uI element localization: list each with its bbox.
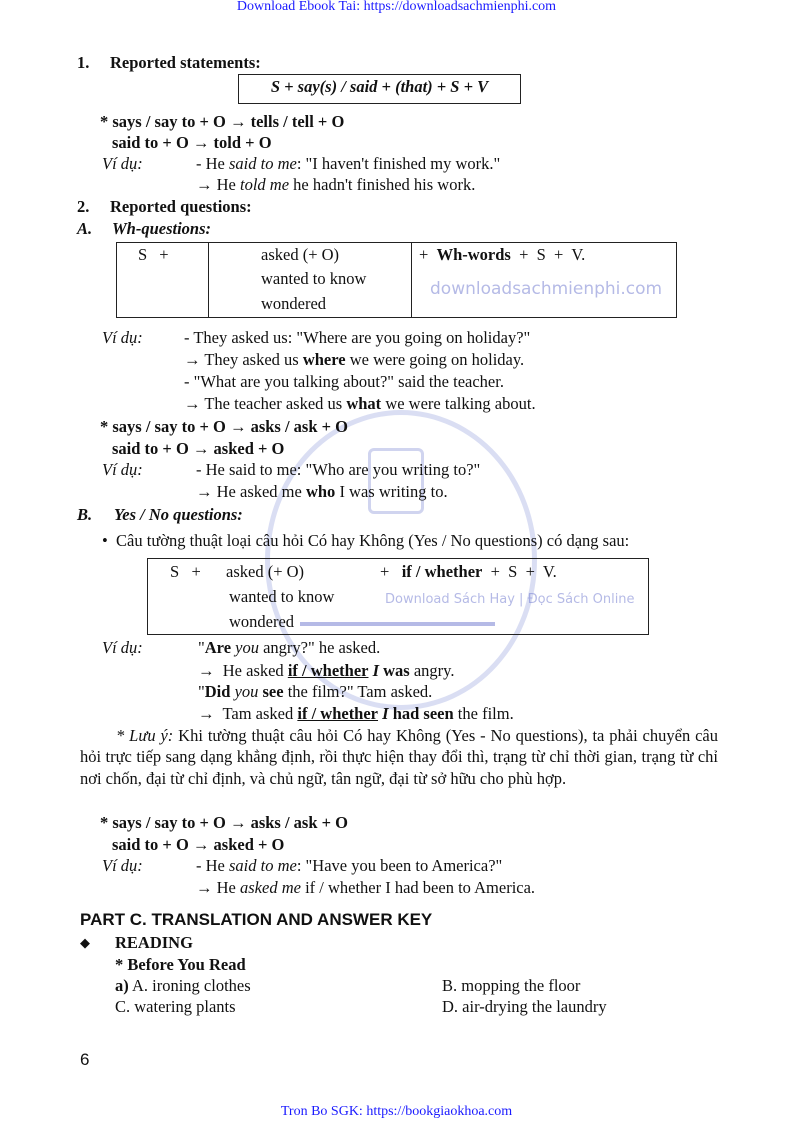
table-cell: S + [138, 245, 169, 264]
table-cell: wanted to know [229, 587, 335, 606]
table-cell: asked (+ O) [226, 562, 305, 581]
example-label: Ví dụ: [102, 638, 143, 657]
example: - "What are you talking about?" said the teacher. [184, 372, 504, 391]
table-cell: S + [170, 562, 201, 581]
table-cell: asked (+ O) [261, 245, 340, 264]
example: → He asked me if / whether I had been to America. [196, 878, 536, 897]
example: - He said to me: "Have you been to America?" [196, 856, 503, 875]
example: → They asked us where we were going on holiday. [184, 350, 525, 369]
note-paragraph: * Lưu ý: Khi tường thuật câu hỏi Có hay Không (Yes - No questions), ta phải chuyển câu hỏi trực tiếp sang dạng khẳng định, rồi thực hiện thay đổi thì, trạng từ chỉ thời gian, trạng từ chỉ nơi chốn, đại từ chỉ định, và chủ ngữ, tân ngữ, đại từ sở hữu cho phù hợp. [80, 726, 718, 788]
table-cell: wanted to know [261, 269, 367, 288]
subsection-letter: A. [77, 219, 93, 238]
section-title: Reported statements: [110, 53, 261, 72]
example-label: Ví dụ: [102, 328, 143, 347]
footer-link[interactable]: Tron Bo SGK: https://bookgiaokhoa.com [280, 1104, 513, 1119]
section-title: Reported questions: [110, 197, 252, 216]
example: → He told me he hadn't finished his work. [196, 175, 476, 194]
example: → The teacher asked us what we were talking about. [184, 394, 536, 413]
subsection-title: Wh-questions: [112, 219, 212, 238]
formula: S + say(s) / said + (that) + S + V [270, 77, 489, 96]
rule: said to + O → asked + O [112, 439, 285, 458]
bullet-icon: • [102, 531, 117, 550]
example: → He asked if / whether I was angry. [198, 661, 455, 680]
section-number: 1. [77, 53, 90, 72]
section-number: 2. [77, 197, 90, 216]
example: → He asked me who I was writing to. [196, 482, 448, 501]
rule: * says / say to + O → asks / ask + O [100, 813, 349, 832]
example: - They asked us: "Where are you going on holiday?" [184, 328, 531, 347]
example: - He said to me: "I haven't finished my work." [196, 154, 501, 173]
example: "Did you see the film?" Tam asked. [198, 682, 433, 701]
example: "Are you angry?" he asked. [198, 638, 381, 657]
header-link[interactable]: Download Ebook Tai: https://downloadsachmienphi.com [236, 0, 557, 14]
part-title: PART C. TRANSLATION AND ANSWER KEY [80, 910, 433, 929]
table-cell: wondered [229, 612, 295, 631]
answer-option: C. watering plants [115, 997, 236, 1016]
before-you-read: * Before You Read [115, 955, 246, 974]
watermark-tagline: Download Sách Hay | Đọc Sách Online [385, 592, 635, 607]
rule: said to + O → asked + O [112, 835, 285, 854]
example-label: Ví dụ: [102, 460, 143, 479]
wh-formula-table [116, 242, 677, 318]
page-number: 6 [80, 1050, 90, 1069]
example-label: Ví dụ: [102, 856, 143, 875]
rule: said to + O → told + O [112, 133, 272, 152]
subsection-letter: B. [77, 505, 93, 524]
table-divider [208, 242, 209, 318]
table-divider [411, 242, 412, 318]
table-cell: + if / whether + S + V. [380, 562, 557, 581]
diamond-bullet-icon: ◆ [80, 935, 90, 950]
example: - He said to me: "Who are you writing to?" [196, 460, 481, 479]
answer-option: a) A. ironing clothes [115, 976, 251, 995]
rule: * says / say to + O → tells / tell + O [100, 112, 345, 131]
watermark-book-icon [368, 448, 424, 514]
example: → Tam asked if / whether I had seen the film. [198, 704, 514, 723]
reading-heading: READING [115, 933, 193, 952]
example-label: Ví dụ: [102, 154, 143, 173]
table-cell: wondered [261, 294, 327, 313]
rule: * says / say to + O → asks / ask + O [100, 417, 349, 436]
table-cell: + Wh-words + S + V. [419, 245, 586, 264]
subsection-title: Yes / No questions: [114, 505, 243, 524]
answer-option: D. air-drying the laundry [442, 997, 607, 1016]
bullet-item: • Câu tường thuật loại câu hỏi Có hay Không (Yes / No questions) có dạng sau: [102, 531, 630, 550]
answer-option: B. mopping the floor [442, 976, 581, 995]
watermark-site: downloadsachmienphi.com [430, 279, 663, 299]
